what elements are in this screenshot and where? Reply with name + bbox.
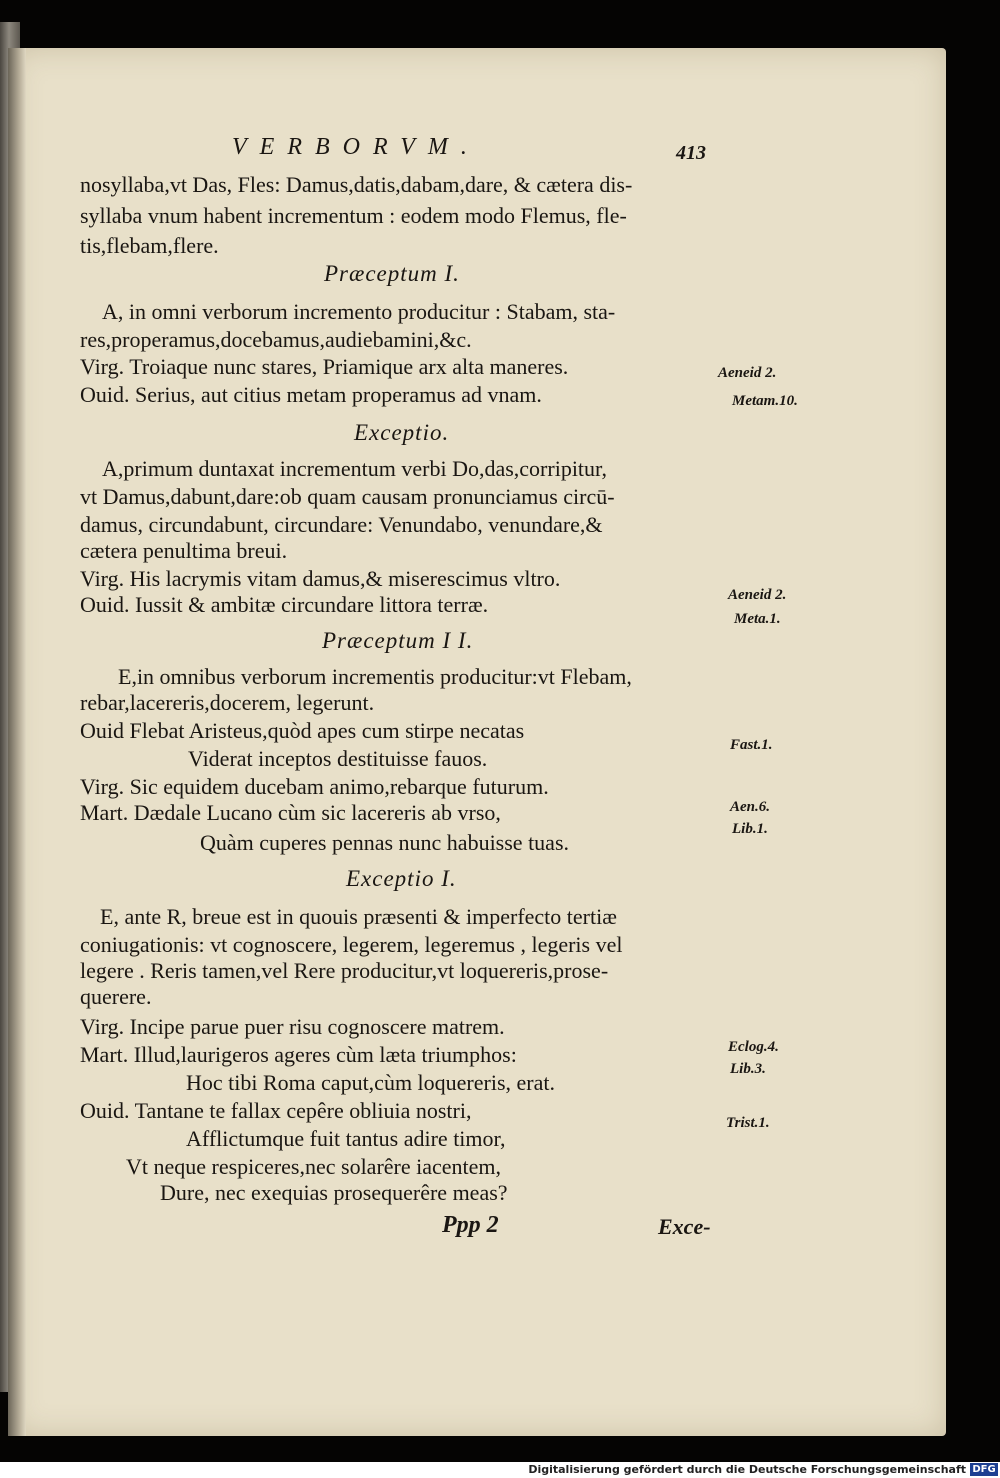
text-line: cætera penultima breui. <box>80 538 288 563</box>
catchword: Exce- <box>658 1214 711 1239</box>
text-line: res,properamus,docebamus,audiebamini,&c. <box>80 327 472 352</box>
text-line: vt Damus,dabunt,dare:ob quam causam pronunciamus circū- <box>80 484 615 509</box>
section-heading: Præceptum I. <box>324 261 460 286</box>
verse-line: Virg. Troiaque nunc stares, Priamique arx alta maneres. <box>80 354 569 379</box>
signature-mark: Ppp 2 <box>442 1212 499 1238</box>
text-line: tis,flebam,flere. <box>80 233 219 258</box>
verse-line: Ouid. Tantane te fallax cepêre obliuia nostri, <box>80 1098 472 1123</box>
text-line: syllaba vnum habent incrementum : eodem modo Flemus, fle- <box>80 203 627 228</box>
margin-reference: Aeneid 2. <box>728 587 787 603</box>
verse-line: Mart. Dædale Lucano cùm sic lacereris ab vrso, <box>80 800 501 825</box>
dfg-logo: DFG <box>970 1463 998 1476</box>
verse-line: Viderat inceptos destituisse fauos. <box>188 746 488 771</box>
margin-reference: Eclog.4. <box>728 1039 779 1055</box>
folio-number: 413 <box>676 142 706 164</box>
section-heading: Exceptio. <box>354 420 450 445</box>
text-line: coniugationis: vt cognoscere, legerem, legeremus , legeris vel <box>80 932 623 957</box>
verse-line: Vt neque respiceres,nec solarêre iacentem, <box>126 1154 502 1179</box>
margin-reference: Lib.1. <box>732 821 768 837</box>
margin-reference: Fast.1. <box>730 737 773 753</box>
text-line: nosyllaba,vt Das, Fles: Damus,datis,dabam,dare, & cætera dis- <box>80 172 633 197</box>
margin-reference: Lib.3. <box>730 1061 766 1077</box>
verse-line: Mart. Illud,laurigeros ageres cùm læta triumphos: <box>80 1042 517 1067</box>
section-heading: Exceptio I. <box>346 866 457 891</box>
text-line: querere. <box>80 984 152 1009</box>
section-heading: Præceptum I I. <box>322 628 474 653</box>
verse-line: Quàm cuperes pennas nunc habuisse tuas. <box>200 830 570 855</box>
verse-line: Afflictumque fuit tantus adire timor, <box>186 1126 506 1151</box>
text-line: damus, circundabunt, circundare: Venundabo, venundare,& <box>80 512 603 537</box>
verse-line: Virg. His lacrymis vitam damus,& miserescimus vltro. <box>80 566 561 591</box>
text-line: A, in omni verborum incremento producitur : Stabam, sta- <box>102 299 616 324</box>
verse-line: Ouid. Serius, aut citius metam properamus ad vnam. <box>80 382 542 407</box>
verse-line: Hoc tibi Roma caput,cùm loquereris, erat. <box>186 1070 555 1095</box>
running-title: VERBORVM. <box>232 134 480 160</box>
footer-bar <box>0 1462 1000 1478</box>
text-line: legere . Reris tamen,vel Rere producitur,vt loquereris,prose- <box>80 958 609 983</box>
verse-line: Virg. Sic equidem ducebam animo,rebarque futurum. <box>80 774 549 799</box>
margin-reference: Meta.1. <box>734 611 781 627</box>
text-line: rebar,lacereris,docerem, legerunt. <box>80 690 375 715</box>
margin-reference: Metam.10. <box>732 393 798 409</box>
verse-line: Ouid Flebat Aristeus,quòd apes cum stirpe necatas <box>80 718 525 743</box>
verse-line: Ouid. Iussit & ambitæ circundare littora terræ. <box>80 592 489 617</box>
text-line: A,primum duntaxat incrementum verbi Do,das,corripitur, <box>102 456 607 481</box>
margin-reference: Trist.1. <box>726 1115 770 1131</box>
text-line: E, ante R, breue est in quouis præsenti & imperfecto tertiæ <box>100 904 617 929</box>
footer-credit: Digitalisierung gefördert durch die Deutsche Forschungsgemeinschaft <box>528 1463 966 1476</box>
margin-reference: Aen.6. <box>730 799 771 815</box>
verse-line: Virg. Incipe parue puer risu cognoscere matrem. <box>80 1014 505 1039</box>
page-gutter <box>8 48 26 1436</box>
verse-line: Dure, nec exequias prosequerêre meas? <box>160 1180 508 1205</box>
text-line: E,in omnibus verborum incrementis producitur:vt Flebam, <box>118 664 632 689</box>
margin-reference: Aeneid 2. <box>718 365 777 381</box>
